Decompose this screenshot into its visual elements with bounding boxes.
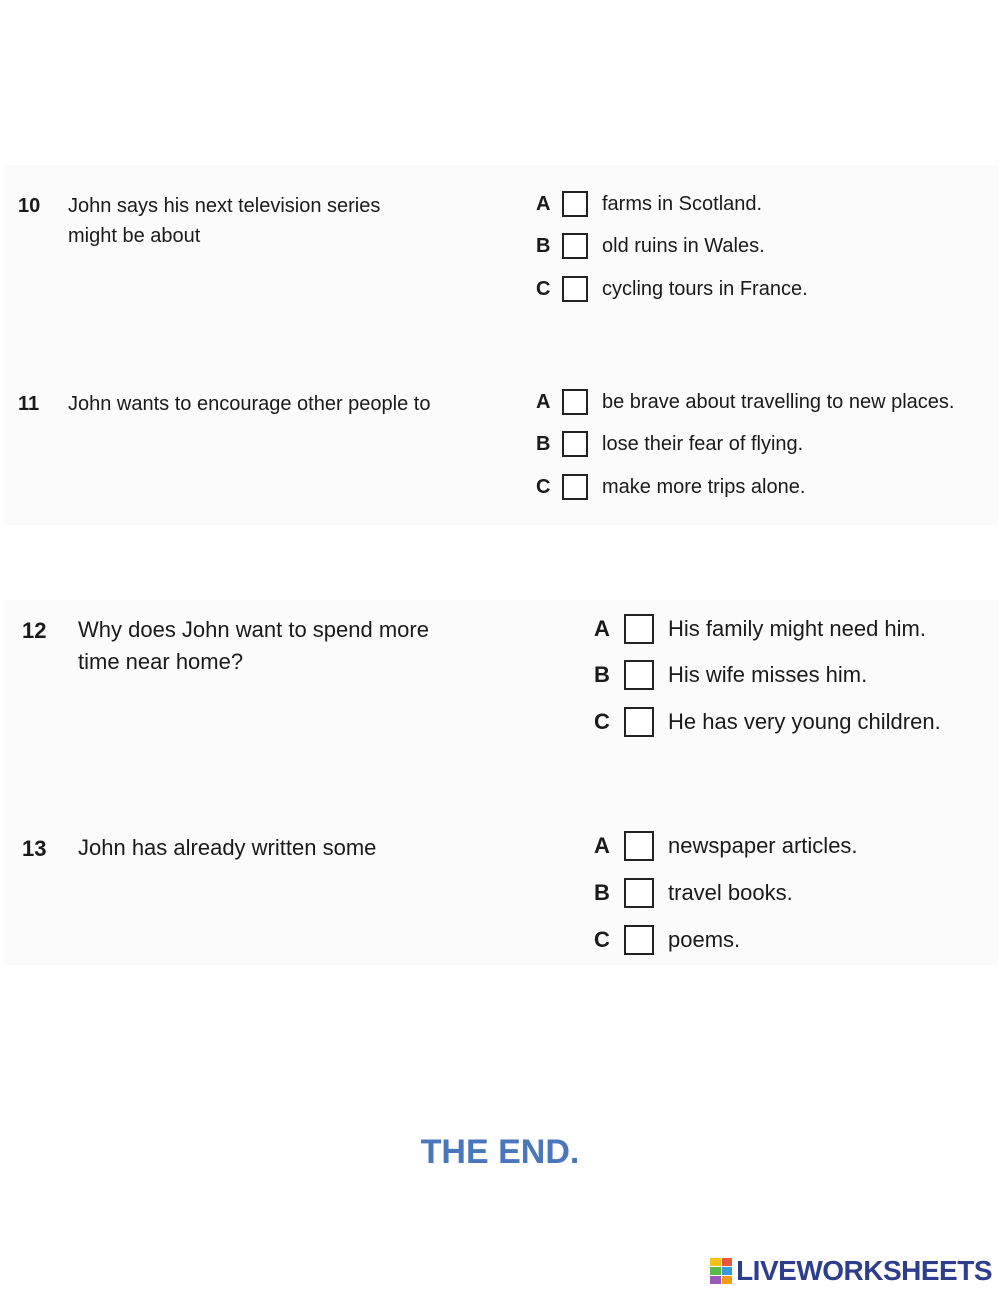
option-text: travel books. bbox=[668, 880, 793, 905]
question-text bbox=[68, 389, 430, 419]
option-letter: B bbox=[594, 880, 610, 905]
option-text: He has very young children. bbox=[668, 709, 941, 734]
answer-checkbox[interactable] bbox=[562, 474, 588, 500]
answer-checkbox[interactable] bbox=[624, 707, 654, 737]
question-text bbox=[78, 614, 429, 678]
option-letter: A bbox=[594, 833, 610, 858]
liveworksheets-brand[interactable] bbox=[710, 1255, 992, 1287]
question-number: 12 bbox=[22, 618, 47, 643]
option-c bbox=[594, 705, 941, 739]
option-letter: C bbox=[536, 475, 551, 498]
question-number: 10 bbox=[18, 195, 41, 217]
option-letter: C bbox=[594, 709, 610, 734]
question-number: 11 bbox=[18, 393, 40, 415]
option-letter: A bbox=[536, 192, 551, 215]
question-text-line: time near home? bbox=[78, 649, 244, 674]
answer-checkbox[interactable] bbox=[624, 831, 654, 861]
option-a bbox=[536, 187, 762, 221]
question-number: 13 bbox=[22, 836, 47, 861]
answer-checkbox[interactable] bbox=[624, 925, 654, 955]
option-letter: A bbox=[536, 390, 551, 413]
option-text: farms in Scotland. bbox=[602, 192, 763, 215]
question-text-line: John wants to encourage other people to bbox=[68, 393, 431, 415]
option-letter: C bbox=[536, 277, 551, 300]
option-text: His family might need him. bbox=[668, 616, 926, 641]
question-text-line: John says his next television series bbox=[68, 195, 381, 217]
answer-checkbox[interactable] bbox=[624, 614, 654, 644]
question-text-line: John has already written some bbox=[78, 835, 377, 860]
answer-checkbox[interactable] bbox=[624, 878, 654, 908]
option-a bbox=[594, 829, 858, 863]
question-text-line: Why does John want to spend more bbox=[78, 617, 429, 642]
option-b bbox=[594, 658, 867, 692]
option-b bbox=[594, 876, 793, 910]
option-c bbox=[594, 923, 740, 957]
liveworksheets-logo-icon bbox=[710, 1258, 732, 1284]
option-letter: B bbox=[536, 234, 551, 257]
option-letter: B bbox=[536, 432, 551, 455]
option-b bbox=[536, 427, 803, 461]
option-a bbox=[594, 612, 926, 646]
option-text: make more trips alone. bbox=[602, 475, 806, 498]
question-text-line: might be about bbox=[68, 225, 201, 247]
question-text bbox=[68, 191, 380, 251]
question-block-10-11 bbox=[4, 165, 998, 525]
question-text bbox=[78, 832, 376, 864]
option-c bbox=[536, 470, 805, 504]
option-letter: B bbox=[594, 662, 610, 687]
answer-checkbox[interactable] bbox=[562, 389, 588, 415]
option-b bbox=[536, 229, 765, 263]
answer-checkbox[interactable] bbox=[562, 276, 588, 302]
option-text: His wife misses him. bbox=[668, 662, 868, 687]
answer-checkbox[interactable] bbox=[562, 191, 588, 217]
brand-name: LIVEWORKSHEETS bbox=[736, 1255, 992, 1286]
option-text: newspaper articles. bbox=[668, 833, 858, 858]
option-letter: A bbox=[594, 616, 610, 641]
answer-checkbox[interactable] bbox=[562, 431, 588, 457]
option-text: lose their fear of flying. bbox=[602, 432, 804, 455]
answer-checkbox[interactable] bbox=[562, 233, 588, 259]
option-letter: C bbox=[594, 927, 610, 952]
question-block-12-13 bbox=[4, 600, 998, 965]
answer-checkbox[interactable] bbox=[624, 660, 654, 690]
option-a bbox=[536, 385, 954, 419]
option-c bbox=[536, 272, 808, 306]
option-text: be brave about travelling to new places. bbox=[602, 390, 955, 413]
option-text: cycling tours in France. bbox=[602, 277, 808, 300]
option-text: old ruins in Wales. bbox=[602, 234, 765, 257]
end-heading: THE END. bbox=[420, 1133, 580, 1171]
option-text: poems. bbox=[668, 927, 741, 952]
